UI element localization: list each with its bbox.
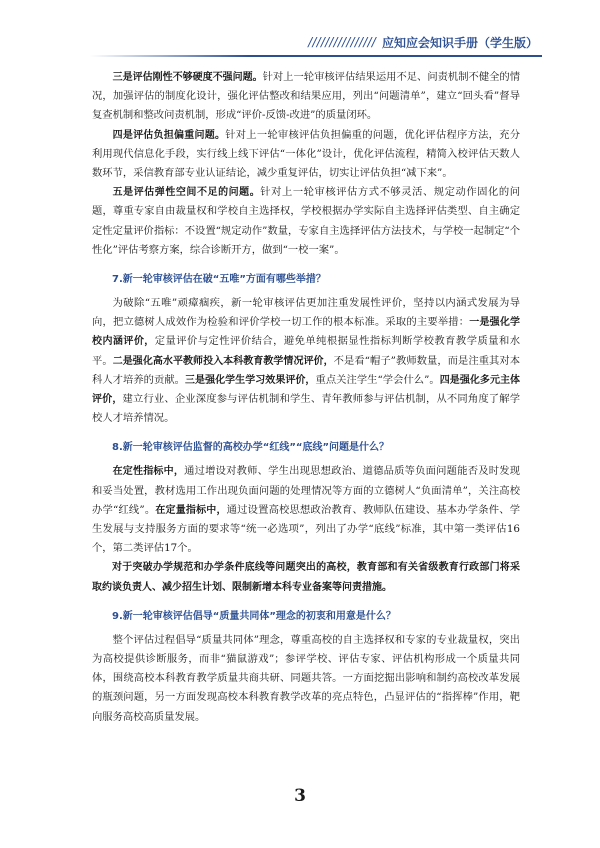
answer-emphasis: 在定性指标中， — [112, 466, 185, 478]
page-content — [92, 68, 520, 727]
paragraph-burden — [92, 126, 520, 184]
question-9-heading: 9.新一轮审核评估倡导“质量共同体”理念的初衷和用意是什么？ — [112, 610, 396, 622]
answer-text: 不是看“帽子”教师数量，而是注重其对本科人才培养的贡献。 — [92, 354, 521, 386]
answer-8-paragraph — [92, 462, 520, 558]
paragraph-text: 针对上一轮审核评估方式不够灵活、规定动作固化的问题，尊重专家自由裁量权和学校自主选择权，学校根据办学实际自主选择评估类型、自主确定定性定量评价指标：不设置“规定动作”数量，专家自主选择评估方法技术，与学校一起制定“个性化”评估考察方案，综合诊断开方，做到“一校一案”。 — [92, 186, 521, 256]
answer-text: 通过设置高校思想政治教育、教师队伍建设、基本办学条件、学生发展与支持服务方面的要求等“统一必选项”，列出了办学“底线”标准，其中第一类评估16个，第二类评估17个。 — [92, 503, 521, 555]
header-title: 应知应会知识手册（学生版） — [381, 35, 538, 50]
answer-emphasis: 二是强化高水平教师投入本科教育教学情况评价， — [112, 355, 334, 367]
answer-text: 定量评价与定性评价结合，避免单纯根据显性指标判断学校教育教学质量和水平。 — [92, 335, 521, 367]
answer-7-paragraph — [92, 294, 520, 428]
answer-9-paragraph: 整个评估过程倡导“质量共同体”理念，尊重高校的自主选择权和专家的专业裁量权，突出为高校提供诊断服务，而非“猫鼠游戏”；参评学校、评估专家、评估机构形成一个质量共同体，围绕高校本科教育教学质量共商共研、同题共答。一方面挖掘出影响和制约高校改革发展的瓶颈问题，另一方面发现高校本科教育教学改革的亮点特色，凸显评估的“指挥棒”作用，靶向服务高校高质量发展。 — [92, 633, 520, 723]
page-number: 3 — [294, 786, 306, 806]
paragraph-text: 针对上一轮审核评估结果运用不足、问责机制不健全的情况，加强评估的制度化设计，强化评估整改和结果应用，列出“问题清单”，建立“回头看”督导复查机制和整改问责机制，形成“评价-反馈-改进”的质量闭环。 — [92, 71, 521, 122]
answer-text: 通过增设对教师、学生出现思想政治、道德品质等负面问题能否及时发现和妥当处置，教材选用工作出现负面问题的处理情况等方面的立德树人“负面清单”，关注高校办学“红线”。 — [92, 465, 521, 516]
paragraph-rigidity — [92, 68, 520, 126]
paragraph-lead: 五是评估弹性空间不足的问题。 — [112, 187, 261, 199]
answer-text: 重点关注学生“学会什么”。 — [315, 373, 440, 386]
paragraph-lead: 三是评估刚性不够硬度不强问题。 — [112, 72, 263, 83]
answer-emphasis: 三是强化学生学习效果评价， — [185, 374, 316, 386]
page-header — [308, 32, 538, 52]
answer-emphasis: 在定量指标中， — [155, 504, 227, 516]
paragraph-flexibility — [92, 183, 520, 260]
paragraph-text: 针对上一轮审核评估负担偏重的问题，优化评估程序方法，充分利用现代信息化手段，实行线上线下评估“一体化”设计，优化评估流程，精简入校评估天数人数环节，采信教育部专业认证结论，减少重复评估，切实让评估负担“减下来”。 — [92, 128, 521, 180]
answer-emphasis: 四是强化多元主体评价， — [92, 374, 521, 406]
answer-text: 建立行业、企业深度参与评估机制和学生、青年教师参与评估机制，从不同角度了解学校人才培养情况。 — [92, 393, 521, 425]
answer-8-accountability: 对于突破办学规范和办学条件底线等问题突出的高校，教育部和有关省级教育行政部门将采取约谈负责人、减少招生计划、限制新增本科专业备案等问责措施。 — [92, 562, 520, 593]
answer-text: 为破除“五唯”顽瘴痼疾，新一轮审核评估更加注重发展性评价，坚持以内涵式发展为导向，把立德树人成效作为检验和评价学校一切工作的根本标准。采取的主要举措： — [92, 297, 520, 329]
header-rule — [90, 55, 542, 57]
question-8-heading: 8.新一轮审核评估监督的高校办学“红线”“底线”问题是什么？ — [112, 442, 390, 454]
answer-emphasis: 一是强化学校内涵评价， — [92, 317, 521, 348]
paragraph-lead: 四是评估负担偏重问题。 — [112, 129, 226, 141]
header-slashes: //////////////// — [308, 35, 376, 49]
question-7-heading: 7.新一轮审核评估在破“五唯”方面有哪些举措？ — [112, 274, 326, 286]
